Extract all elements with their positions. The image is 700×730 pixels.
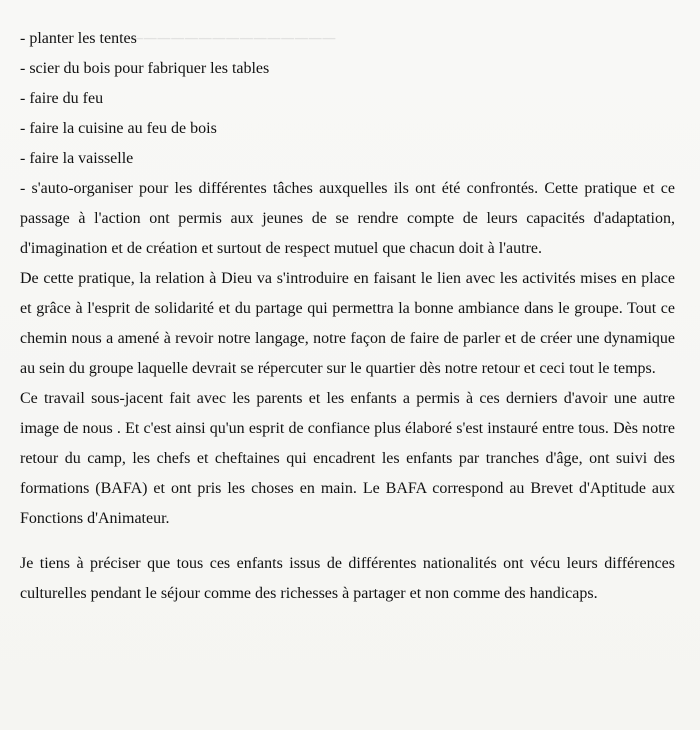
paragraph-relation-to-god: De cette pratique, la relation à Dieu va s'introduire en faisant le lien avec les activités mises en place et grâce à l'esprit de solidarité et du partage qui permettra la bonne ambiance dans le groupe. Tout ce chemin nous a amené à revoir notre langage, notre façon de faire de parler et de créer une dynamique au sein du groupe laquelle devrait se répercuter sur le quartier dès notre retour et ceci tout le temps.	[20, 270, 675, 377]
paragraph-cultural-differences: Je tiens à préciser que tous ces enfants issus de différentes nationalités ont vécu leurs différences culturelles pendant le séjour comme des richesses à partager et non comme des handicaps.	[20, 555, 675, 602]
bleed-through-heading: ───────────────	[130, 28, 337, 48]
paragraph-self-organisation: - s'auto-organiser pour les différentes tâches auxquelles ils ont été confrontés. Cette pratique et ce passage à l'action ont permis aux jeunes de se rendre compte de leurs capacités d'adaptation, d'imagination et de création et surtout de respect mutuel que chacun doit à l'autre.	[20, 180, 675, 257]
paragraph-parents-children: Ce travail sous-jacent fait avec les parents et les enfants a permis à ces derniers d'avoir une autre image de nous . Et c'est ainsi qu'un esprit de confiance plus élaboré s'est instauré entre tous. Dès notre retour du camp, les chefs et cheftaines qui encadrent les enfants par tranches d'âge, ont suivi des formations (BAFA) et ont pris les choses en main. Le BAFA correspond au Brevet d'Aptitude aux Fonctions d'Animateur.	[20, 390, 675, 527]
list-item: - planter les tentes	[20, 30, 137, 47]
list-item: - faire la cuisine au feu de bois	[20, 120, 217, 137]
list-item: - faire la vaisselle	[20, 150, 134, 167]
document-body	[20, 24, 675, 609]
list-item: - faire du feu	[20, 90, 104, 107]
list-item: - scier du bois pour fabriquer les tables	[20, 60, 270, 77]
